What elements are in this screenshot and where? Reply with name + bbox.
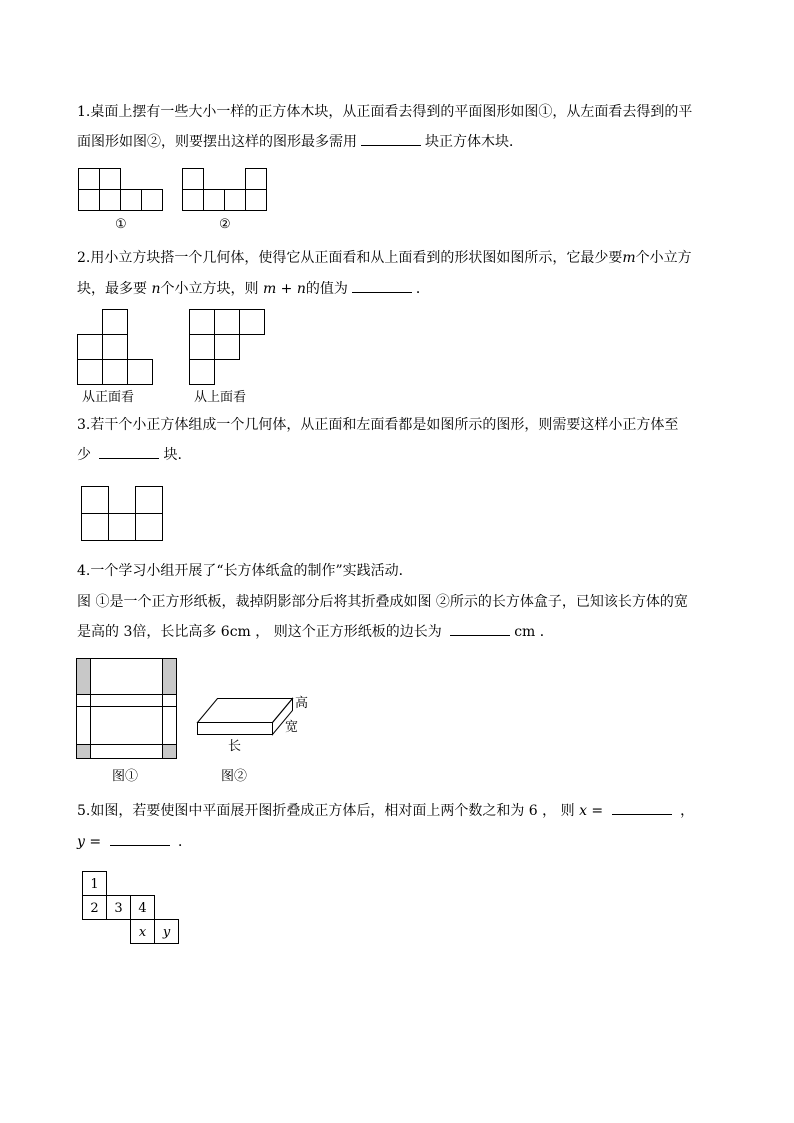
q1-answer-blank[interactable]	[361, 131, 421, 146]
q3-figure	[81, 486, 163, 542]
q4-label-height: 高	[295, 696, 309, 711]
q1-line1: 1.桌面上摆有一些大小一样的正方体木块，从正面看去得到的平面图形如图①，从左面看去得到的平	[77, 104, 693, 120]
q2-figure-top	[189, 309, 267, 387]
q1-figure-front	[78, 168, 164, 214]
q4-fig1-caption: 图①	[112, 769, 139, 784]
net-cell-3: 3	[114, 901, 123, 916]
q1-line2: 面图形如图②，则要摆出这样的图形最多需用 块正方体木块．	[77, 127, 523, 157]
q1-figure-left	[182, 168, 268, 214]
q3-answer-blank[interactable]	[99, 444, 159, 459]
q2-fig2-caption: 从上面看	[194, 390, 247, 405]
q4-line1: 4.一个学习小组开展了“长方体纸盒的制作”实践活动．	[77, 563, 413, 579]
q4-figure-2-box	[192, 690, 312, 758]
q4-figure-1-square-board	[76, 658, 177, 759]
q5-line2: y = ．	[77, 827, 192, 857]
net-cell-y: y	[162, 925, 171, 940]
q3-line2: 少 块.	[77, 440, 182, 470]
q4-line3: 是高的 3倍，长比高多 6cm ， 则这个正方形纸板的边长为 cm ．	[77, 617, 554, 647]
net-cell-1: 1	[90, 877, 99, 892]
q5-x-blank[interactable]	[612, 800, 672, 815]
net-cell-2: 2	[90, 901, 99, 916]
q4-label-length: 长	[228, 739, 242, 754]
q4-line2: 图 ①是一个正方形纸板，裁掉阴影部分后将其折叠成如图 ②所示的长方体盒子，已知该长方体的宽	[77, 594, 688, 610]
net-cell-x: x	[138, 925, 147, 940]
q2-fig1-caption: 从正面看	[82, 390, 135, 405]
q2-figure-front	[77, 309, 155, 387]
q5-line1: 5.如图，若要使图中平面展开图折叠成正方体后，相对面上两个数之和为 6 ， 则 x = ，	[77, 796, 694, 826]
q2-line1: 2.用小立方块搭一个几何体，使得它从正面看和从上面看到的形状图如图所示，它最少要m个小立方	[77, 250, 692, 266]
q1-fig1-caption: ①	[115, 217, 127, 232]
q4-label-width: 宽	[285, 720, 299, 735]
q2-line2: 块，最多要 n个小立方块，则 m + n的值为 ．	[77, 274, 430, 304]
q4-fig2-caption: 图②	[221, 769, 248, 784]
q1-fig2-caption: ②	[219, 217, 231, 232]
q3-line1: 3.若干个小正方体组成一个几何体，从正面和左面看都是如图所示的图形，则需要这样小正方体至	[77, 417, 679, 433]
net-cell-4: 4	[138, 901, 147, 916]
q2-answer-blank[interactable]	[352, 278, 412, 293]
q5-y-blank[interactable]	[110, 831, 170, 846]
q5-cube-net	[82, 871, 182, 945]
q4-answer-blank[interactable]	[450, 621, 510, 636]
